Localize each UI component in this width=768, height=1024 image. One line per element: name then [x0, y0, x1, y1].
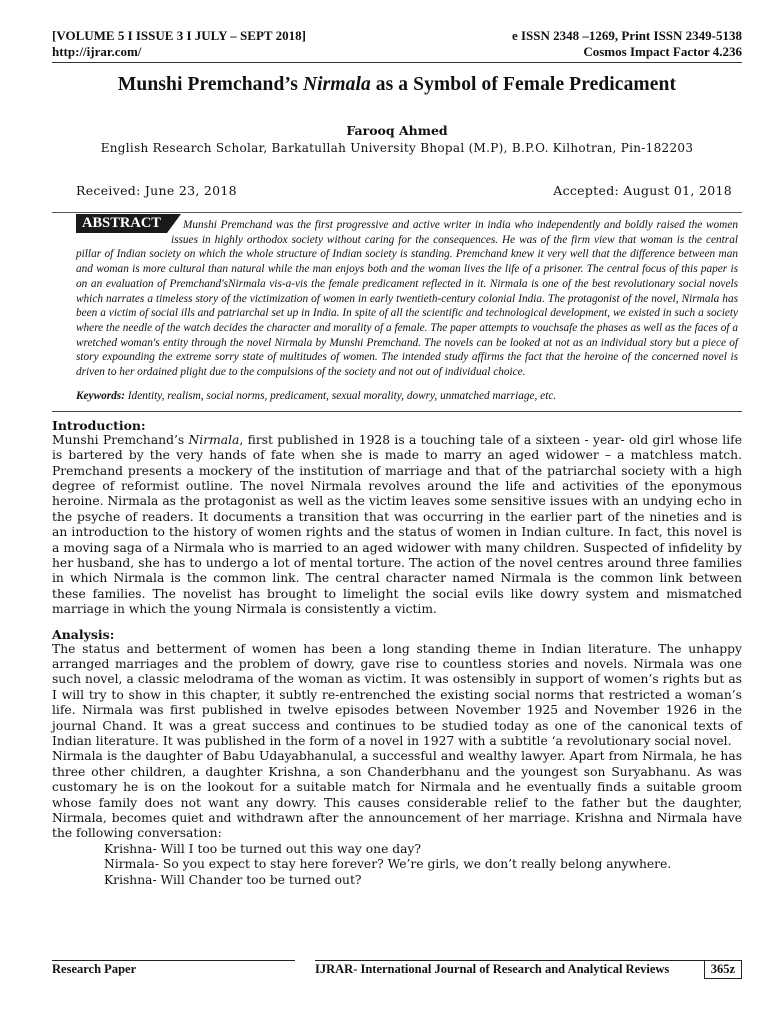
page-footer	[52, 960, 742, 979]
page-number: 365z	[704, 960, 742, 979]
dialogue-line: Nirmala- So you expect to stay here forever? We’re girls, we don’t really belong anywhere.	[104, 857, 672, 872]
abstract-divider	[52, 411, 742, 412]
header-left	[52, 28, 306, 60]
journal-header	[52, 28, 742, 60]
issn-info: e ISSN 2348 –1269, Print ISSN 2349-5138	[511, 28, 742, 43]
dialogue-line: Krishna- Will I too be turned out this way one day?	[104, 841, 422, 856]
intro-italic: Nirmala	[188, 432, 240, 447]
footer-journal-name: IJRAR- International Journal of Research and Analytical Reviews	[315, 960, 704, 979]
introduction-heading: Introduction:	[52, 417, 146, 433]
header-right	[512, 28, 742, 60]
abstract-body: Munshi Premchand was the first progressive and active writer in india who independently and boldly raised the women issues in highly orthodox society without caring for the consequences. He was of the firm view that woman is the central pillar of Indian society on which the whole structure of Indian society is standing. Premchand knew it very well that the difference between man and woman is more cultural than natural while the man enjoys both and the woman lives the life of a prisoner. The central focus of this paper is on an evaluation of Premchand'sNirmala vis-a-vis the female predicament reflected in it. Nirmala is one of the best revolutionary social novels which narrates a timeless story of the victimization of women in early twentieth-century colonial India. The protagonist of the novel, Nirmala has been a victim of social ills and patriarchal set up in India. In spite of all the scientific and technological development, we existed in such a society where the needle of the watch decides the character and morality of a female. The paper attempts to vouchsafe the phases as well as the faces of a wretched woman's entity through the novel Nirmala by Munshi Premchand. The novels can be looked at not as an individual story but a piece of story expounding the extreme sorry state of multitudes of women. The intended study affirms the fact that the heroine of the concerned novel is driven to her ordained plight due to the compulsions of the society and not out of individual choice.	[76, 219, 738, 379]
introduction-paragraph	[52, 433, 742, 618]
journal-url: http://ijrar.com/	[52, 44, 142, 59]
paper-title	[52, 74, 742, 96]
author-affiliation: English Research Scholar, Barkatullah University Bhopal (M.P), B.P.O. Kilhotran, Pin-182203	[100, 141, 694, 155]
received-date: Received: June 23, 2018	[76, 183, 237, 198]
dialogue-block	[52, 842, 742, 888]
title-italic: Nirmala	[302, 74, 371, 95]
paper-page	[52, 28, 742, 888]
dialogue-line: Krishna- Will Chander too be turned out?	[104, 872, 362, 887]
abstract-box	[52, 212, 742, 384]
analysis-heading: Analysis:	[52, 626, 115, 642]
keywords	[76, 390, 742, 402]
author-name: Farooq Ahmed	[346, 123, 448, 138]
intro-text-2: , first published in 1928 is a touching tale of a sixteen - year- old girl whose life is bartered by the very hands of fate when she is made to marry an aged widower – a matchless match. Premchand presents a mockery of the institution of marriage and that of the patriarchal society with a high degree of reformist outline. The novel Nirmala revolves around the life and activities of the eponymous heroine. Nirmala as the protagonist as well as the victim leaves some sensitive issues with an undying echo in the psyche of readers. It documents a transition that was occurring in the earlier part of the nineties and is an introduction to the history of women rights and the status of women in Indian culture. In fact, this novel is a moving saga of a Nirmala who is married to an aged widower with many children. Suspected of infidelity by her husband, she has to undergo a lot of mental torture. The action of the novel centres around three families in which Nirmala is the common link. The central character named Nirmala is the common link between these families. The novelist has brought to limelight the social evils like dowry system and mismatched marriage in which the young Nirmala is consistently a victim.	[52, 432, 742, 617]
abstract-text	[76, 218, 738, 380]
intro-text-1: Munshi Premchand’s	[52, 432, 189, 447]
accepted-date: Accepted: August 01, 2018	[553, 183, 732, 198]
volume-issue: [VOLUME 5 I ISSUE 3 I JULY – SEPT 2018]	[52, 28, 306, 43]
analysis-paragraph-1: The status and betterment of women has been a long standing theme in Indian literature. The unhappy arranged marriages and the problem of dowry, gave rise to countless stories and novels. Nirmala was one such novel, a classic melodrama of the woman as victim. It was ostensibly in support of women’s rights but as I will try to show in this chapter, it subtly re-entrenched the existing social norms that restricted a woman’s life. Nirmala was first published in twelve episodes between November 1925 and November 1926 in the journal Chand. It was a great success and continues to be studied today as one of the canonical texts of Indian literature. It was published in the form of a novel in 1927 with a subtitle ‘a revolutionary social novel.	[52, 641, 742, 749]
impact-factor: Cosmos Impact Factor 4.236	[583, 44, 742, 59]
abstract-label: ABSTRACT	[76, 214, 167, 233]
keywords-list: Identity, realism, social norms, predicament, sexual morality, dowry, unmatched marriage, etc.	[124, 389, 557, 402]
analysis-paragraph-2: Nirmala is the daughter of Babu Udayabhanulal, a successful and wealthy lawyer. Apart from Nirmala, he has three other children, a daughter Krishna, a son Chanderbhanu and the youngest son Suryabhanu. As was customary he is on the lookout for a suitable match for Nirmala and he eventually finds a suitable groom whose family does not want any dowry. This causes considerable relief to the father but the daughter, Nirmala, becomes quiet and withdrawn after the announcement of her marriage. Krishna and Nirmala have the following conversation:	[52, 749, 742, 841]
header-divider	[52, 62, 742, 63]
dates-row	[52, 183, 742, 198]
keywords-label: Keywords:	[76, 389, 125, 402]
title-part-1: Munshi Premchand’s	[117, 74, 303, 95]
title-part-2: as a Symbol of Female Predicament	[370, 74, 677, 95]
footer-paper-type: Research Paper	[52, 960, 295, 979]
